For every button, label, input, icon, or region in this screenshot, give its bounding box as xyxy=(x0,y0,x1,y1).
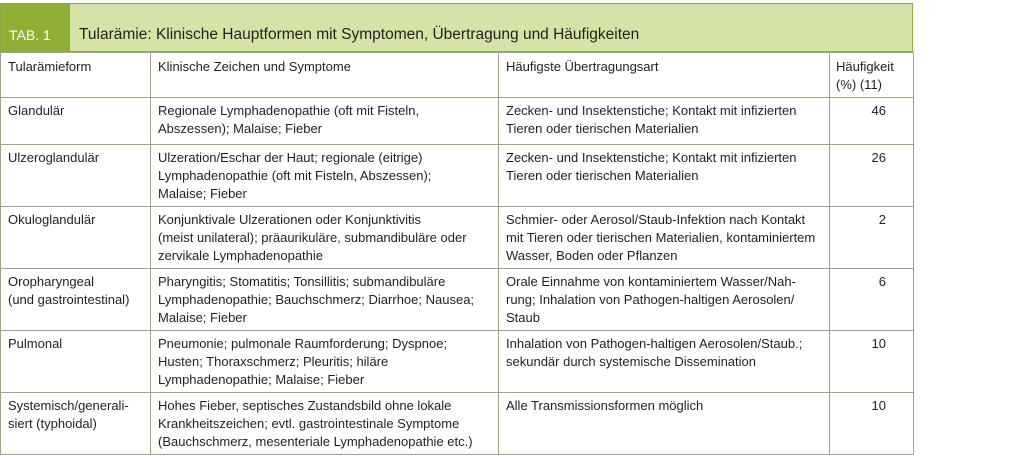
table-row xyxy=(1,269,914,331)
table-row xyxy=(1,98,914,145)
table-row xyxy=(1,207,914,269)
column-header-symptoms: Klinische Zeichen und Symptome xyxy=(151,53,499,98)
cell-symptoms: Ulzeration/Eschar der Haut; regionale (eitrige) Lymphadenopathie (oft mit Fisteln, Abszessen); Malaise; Fieber xyxy=(151,145,499,207)
tularemia-table xyxy=(0,52,914,455)
cell-symptoms: Konjunktivale Ulzerationen oder Konjunktivitis (meist unilateral); präaurikuläre, submandibuläre oder zervikale Lymphadenopathie xyxy=(151,207,499,269)
table-header-row xyxy=(1,53,914,98)
table-header-bar xyxy=(0,3,913,52)
cell-transmission: Orale Einnahme von kontaminiertem Wasser/Nah- rung; Inhalation von Pathogen-haltigen Aerosolen/ Staub xyxy=(499,269,830,331)
cell-frequency: 10 xyxy=(830,393,914,455)
table-row xyxy=(1,393,914,455)
cell-frequency: 26 xyxy=(830,145,914,207)
cell-frequency: 46 xyxy=(830,98,914,145)
cell-form: Okuloglandulär xyxy=(1,207,151,269)
table-title: Tularämie: Klinische Hauptformen mit Symptomen, Übertragung und Häufigkeiten xyxy=(79,26,640,43)
cell-symptoms: Pneumonie; pulmonale Raumforderung; Dyspnoe; Husten; Thoraxschmerz; Pleuritis; hiläre Lymphadenopathie; Malaise; Fieber xyxy=(151,331,499,393)
cell-form: Pulmonal xyxy=(1,331,151,393)
cell-form: Glandulär xyxy=(1,98,151,145)
cell-transmission: Zecken- und Insektenstiche; Kontakt mit infizierten Tieren oder tierischen Materialien xyxy=(499,98,830,145)
table-row xyxy=(1,145,914,207)
cell-transmission: Alle Transmissionsformen möglich xyxy=(499,393,830,455)
cell-symptoms: Hohes Fieber, septisches Zustandsbild ohne lokale Krankheitszeichen; evtl. gastrointestinale Symptome (Bauchschmerz, mesenteriale Lymphadenopathie etc.) xyxy=(151,393,499,455)
column-header-transmission: Häufigste Übertragungsart xyxy=(499,53,830,98)
cell-frequency: 10 xyxy=(830,331,914,393)
cell-transmission: Schmier- oder Aerosol/Staub-Infektion nach Kontakt mit Tieren oder tierischen Materialien, kontaminiertem Wasser, Boden oder Pflanzen xyxy=(499,207,830,269)
cell-form: Systemisch/generali- siert (typhoidal) xyxy=(1,393,151,455)
cell-frequency: 6 xyxy=(830,269,914,331)
cell-form: Ulzeroglandulär xyxy=(1,145,151,207)
cell-symptoms: Pharyngitis; Stomatitis; Tonsillitis; submandibuläre Lymphadenopathie; Bauchschmerz; Diarrhoe; Nausea; Malaise; Fieber xyxy=(151,269,499,331)
cell-transmission: Zecken- und Insektenstiche; Kontakt mit infizierten Tieren oder tierischen Materialien xyxy=(499,145,830,207)
cell-form: Oropharyngeal (und gastrointestinal) xyxy=(1,269,151,331)
column-header-frequency: Häufigkeit (%) (11) xyxy=(830,53,914,98)
column-header-form: Tularämieform xyxy=(1,53,151,98)
cell-symptoms: Regionale Lymphadenopathie (oft mit Fisteln, Abszessen); Malaise; Fieber xyxy=(151,98,499,145)
table-row xyxy=(1,331,914,393)
table-number-label: TAB. 1 xyxy=(1,4,70,51)
cell-transmission: Inhalation von Pathogen-haltigen Aerosolen/Staub.; sekundär durch systemische Dissemination xyxy=(499,331,830,393)
cell-frequency: 2 xyxy=(830,207,914,269)
